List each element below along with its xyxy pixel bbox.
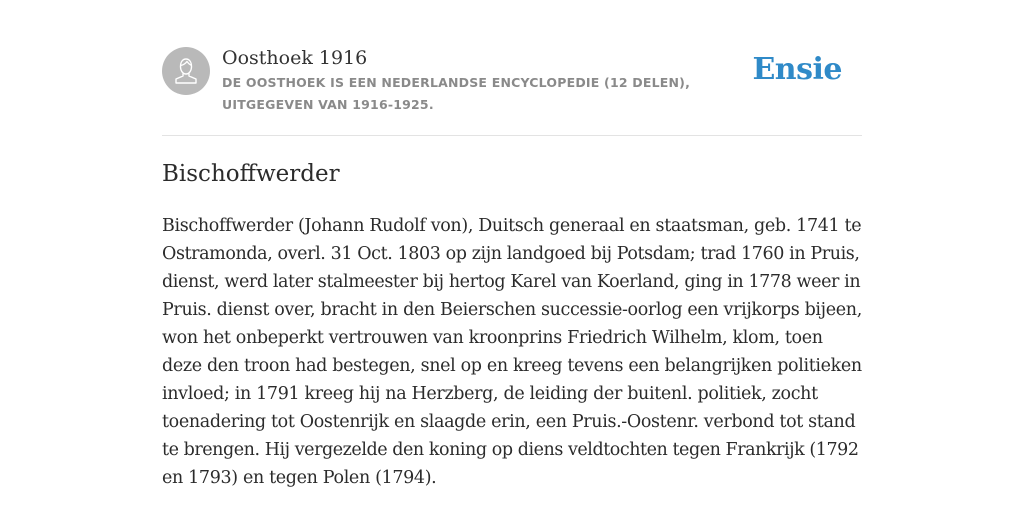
entry-body bbox=[162, 212, 862, 492]
entry-body-line: deze den troon had bestegen, snel op en kreeg tevens een belangrijken politieken bbox=[162, 356, 862, 376]
entry-body-line: won het onbeperkt vertrouwen van kroonprins Friedrich Wilhelm, klom, toen bbox=[162, 328, 823, 348]
entry-body-line: te brengen. Hij vergezelde den koning op diens veldtochten tegen Frankrijk (1792 bbox=[162, 440, 859, 460]
entry-body-line: en 1793) en tegen Polen (1794). bbox=[162, 468, 437, 488]
entry-body-line: Bischoffwerder (Johann Rudolf von), Duitsch generaal en staatsman, geb. 1741 te bbox=[162, 216, 862, 236]
entry-body-line: toenadering tot Oostenrijk en slaagde erin, een Pruis.-Oostenr. verbond tot stand bbox=[162, 412, 856, 432]
entry-body-line: dienst, werd later stalmeester bij hertog Karel van Koerland, ging in 1778 weer in bbox=[162, 272, 861, 292]
source-title[interactable]: Oosthoek 1916 bbox=[222, 47, 368, 69]
entry-title: Bischoffwerder bbox=[162, 161, 340, 187]
source-header bbox=[162, 46, 862, 118]
source-description: DE OOSTHOEK IS EEN NEDERLANDSE ENCYCLOPEDIE (12 DELEN), UITGEGEVEN VAN 1916-1925. bbox=[222, 75, 691, 112]
entry-body-line: Ostramonda, overl. 31 Oct. 1803 op zijn landgoed bij Potsdam; trad 1760 in Pruis, bbox=[162, 244, 860, 264]
entry-body-line: invloed; in 1791 kreeg hij na Herzberg, de leiding der buitenl. politiek, zocht bbox=[162, 384, 818, 404]
header-divider bbox=[162, 135, 862, 136]
entry-body-line: Pruis. dienst over, bracht in den Beierschen successie-oorlog een vrijkorps bijeen, bbox=[162, 300, 862, 320]
ensie-logo[interactable]: Ensie bbox=[752, 52, 842, 87]
user-avatar-icon bbox=[162, 47, 210, 95]
